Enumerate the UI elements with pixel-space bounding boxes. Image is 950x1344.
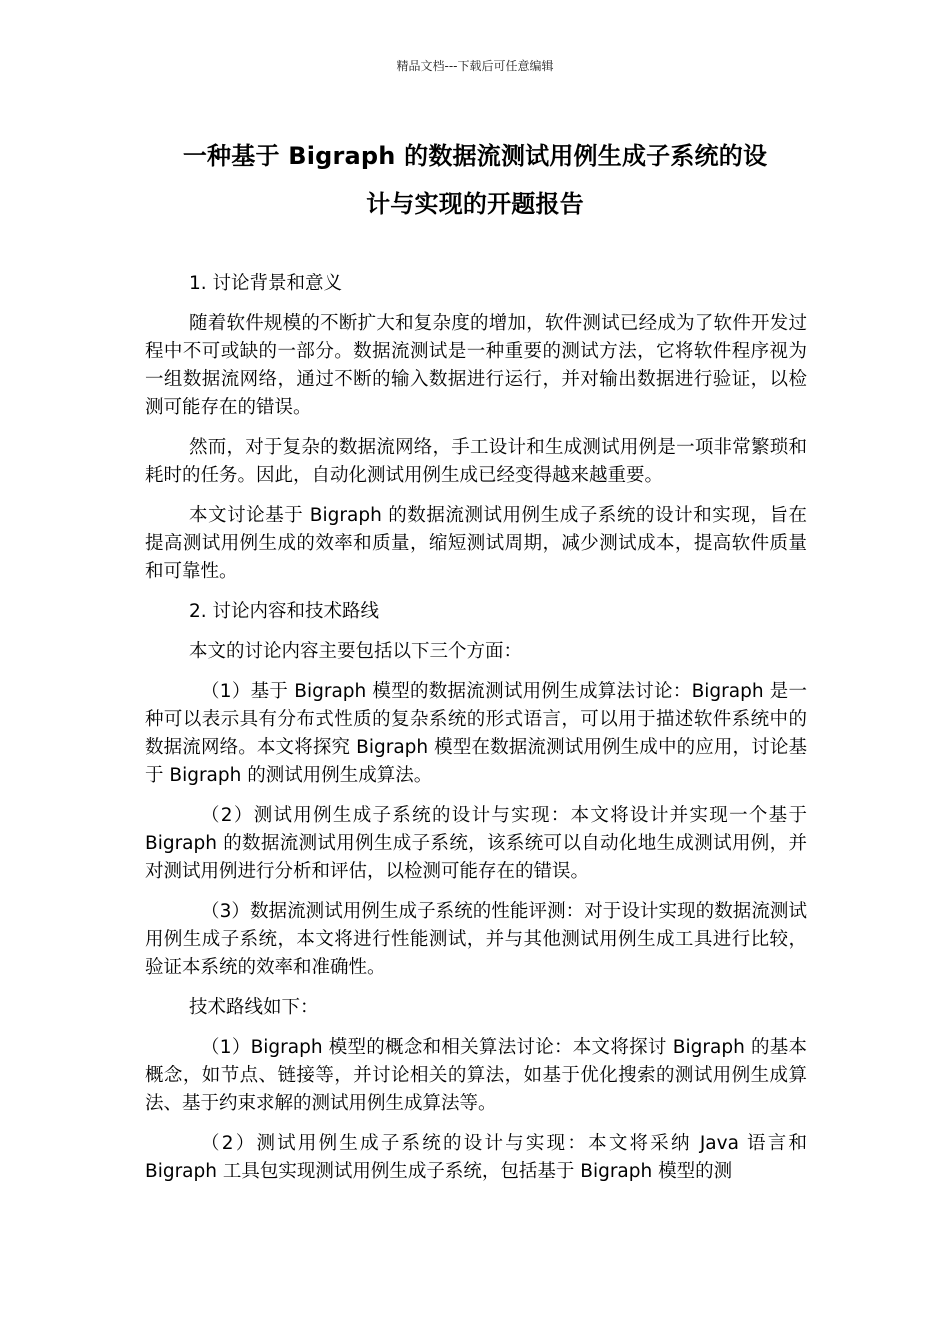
section-2-item-2: （2）测试用例生成子系统的设计与实现：本文将设计并实现一个基于 Bigraph 的数据流测试用例生成子系统，该系统可以自动化地生成测试用例，并对测试用例进行分析和评估，以检测可能存在的错误。 [145,805,807,882]
section-2-intro: 本文的讨论内容主要包括以下三个方面： [189,641,523,662]
section-1-paragraph-2: 然而，对于复杂的数据流网络，手工设计和生成测试用例是一项非常繁琐和耗时的任务。因此，自动化测试用例生成已经变得越来越重要。 [145,437,807,486]
document-body [145,270,807,1198]
route-item-1: （1）Bigraph 模型的概念和相关算法讨论：本文将探讨 Bigraph 的基本概念，如节点、链接等，并讨论相关的算法，如基于优化搜索的测试用例生成算法、基于约束求解的测试用例生成算法等。 [145,1037,807,1114]
section-1-heading: 1. 讨论背景和意义 [189,273,343,294]
section-2-item-3: （3）数据流测试用例生成子系统的性能评测：对于设计实现的数据流测试用例生成子系统，本文将进行性能测试，并与其他测试用例生成工具进行比较，验证本系统的效率和准确性。 [145,901,807,978]
route-intro: 技术路线如下： [189,997,319,1018]
section-2-heading: 2. 讨论内容和技术路线 [189,601,380,622]
section-1-paragraph-3: 本文讨论基于 Bigraph 的数据流测试用例生成子系统的设计和实现，旨在提高测试用例生成的效率和质量，缩短测试周期，减少测试成本，提高软件质量和可靠性。 [145,505,807,582]
page-header: 精品文档---下载后可任意编辑 [396,59,554,73]
section-1-paragraph-1: 随着软件规模的不断扩大和复杂度的增加，软件测试已经成为了软件开发过程中不可或缺的一部分。数据流测试是一种重要的测试方法，它将软件程序视为一组数据流网络，通过不断的输入数据进行运行，并对输出数据进行验证，以检测可能存在的错误。 [145,313,807,418]
document-title [140,132,810,228]
title-line-2: 计与实现的开题报告 [366,190,584,218]
title-line-1: 一种基于 Bigraph 的数据流测试用例生成子系统的设 [182,142,768,170]
section-2-item-1: （1）基于 Bigraph 模型的数据流测试用例生成算法讨论：Bigraph 是一种可以表示具有分布式性质的复杂系统的形式语言，可以用于描述软件系统中的数据流网络。本文将探究 Bigraph 模型在数据流测试用例生成中的应用，讨论基于 Bigraph 的测试用例生成算法。 [145,681,807,786]
route-item-2: （2）测试用例生成子系统的设计与实现：本文将采纳 Java 语言和 Bigraph 工具包实现测试用例生成子系统，包括基于 Bigraph 模型的测 [145,1133,807,1182]
